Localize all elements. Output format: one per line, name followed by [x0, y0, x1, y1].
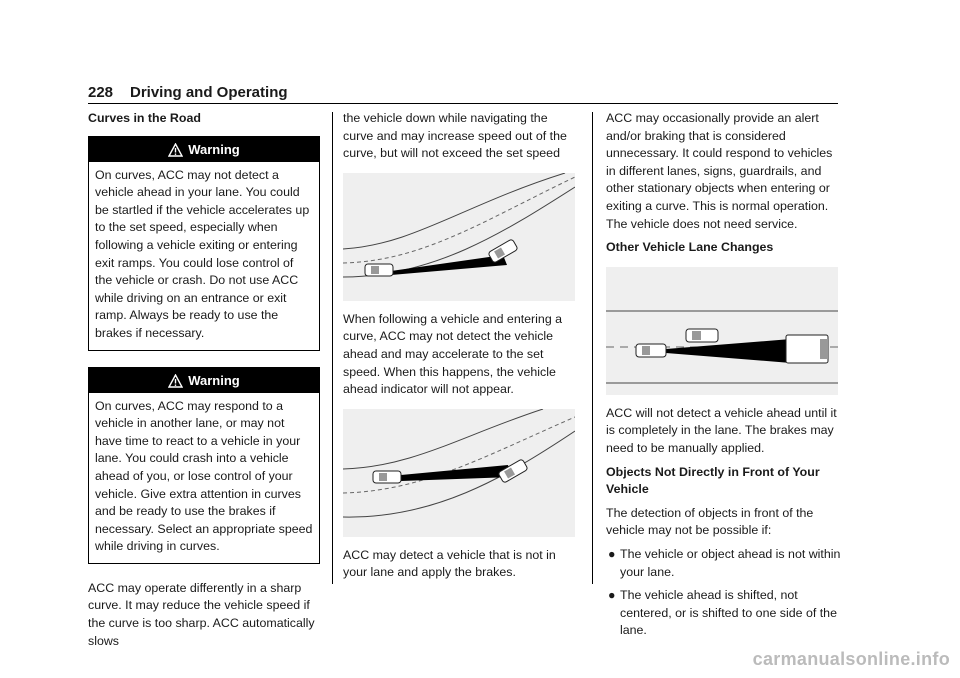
merging-vehicle-icon [686, 329, 718, 342]
subheading-lane-changes: Other Vehicle Lane Changes [606, 240, 774, 255]
paragraph: the vehicle down while navigating the curve and may increase speed out of the curve, but will not exceed the set speed [343, 111, 567, 161]
paragraph: ACC may occasionally provide an alert and/or braking that is considered unnecessary. It could respond to vehicles in different lanes, signs, guardrails, and other stationary objects when entering or exiting a curve. This is normal operation. The vehicle does not need service. [606, 111, 833, 231]
lead-vehicle-icon [498, 459, 528, 483]
list-item: ● The vehicle ahead is shifted, not centered, or is shifted to one side of the lane. [608, 588, 837, 638]
column-3 [606, 110, 841, 646]
warning-box-1 [88, 136, 320, 351]
own-vehicle-icon [636, 344, 666, 357]
column-2 [343, 110, 578, 588]
curve-illustration-2 [343, 409, 575, 537]
bullet-icon: ● [608, 588, 616, 603]
section-title: Driving and Operating [130, 84, 288, 101]
warning-box-2 [88, 367, 320, 564]
page-header [88, 84, 288, 101]
header-rule [88, 103, 838, 104]
warning-header [89, 368, 319, 393]
warning-text: On curves, ACC may not detect a vehicle ahead in your lane. You could be startled if the vehicle accelerates up to the set speed, especially when following a vehicle exiting or entering exit ramps. You could lose control of the vehicle or crash. Do not use ACC while driving on an entrance or exit ramp. Always be ready to use the brakes if necessary. [95, 167, 310, 340]
paragraph: The detection of objects in front of the vehicle may not be possible if: [606, 505, 814, 538]
warning-triangle-icon [168, 143, 183, 157]
warning-text: On curves, ACC may respond to a vehicle in another lane, or may not have time to react to a vehicle in your lane. You could crash into a vehicle ahead of you, or lose control of your vehicle. Give extra attention in curves and be ready to use the brakes if necessary. Select an appropriate speed while driving in curves. [95, 398, 313, 554]
lane-change-illustration [606, 267, 838, 395]
column-divider [332, 112, 333, 584]
warning-triangle-icon [168, 374, 183, 388]
page-number: 228 [88, 84, 114, 101]
subheading-curves: Curves in the Road [88, 111, 201, 125]
warning-title: Warning [188, 141, 240, 157]
watermark: carmanualsonline.info [752, 649, 950, 669]
list-item: ● The vehicle or object ahead is not within your lane. [608, 546, 841, 579]
column-divider [592, 112, 593, 584]
warning-title: Warning [188, 372, 240, 388]
column-1 [88, 110, 320, 656]
warning-header [89, 137, 319, 162]
paragraph: ACC will not detect a vehicle ahead until it is completely in the lane. The brakes may need to be manually applied. [606, 405, 837, 455]
curve-illustration-1 [343, 173, 575, 301]
truck-ahead-icon [786, 335, 828, 363]
paragraph: ACC may detect a vehicle that is not in your lane and apply the brakes. [343, 547, 556, 580]
subheading-objects: Objects Not Directly in Front of Your Vehicle [606, 464, 820, 497]
paragraph: When following a vehicle and entering a curve, ACC may not detect the vehicle ahead and may accelerate to the set speed. When this happens, the vehicle ahead indicator will not appear. [343, 311, 563, 397]
paragraph: ACC may operate differently in a sharp curve. It may reduce the vehicle speed if the curve is too sharp. ACC automatically slows [88, 580, 315, 648]
bullet-icon: ● [608, 546, 616, 561]
own-vehicle-icon [365, 264, 393, 276]
bullet-list [606, 546, 841, 640]
own-vehicle-icon [373, 471, 401, 483]
